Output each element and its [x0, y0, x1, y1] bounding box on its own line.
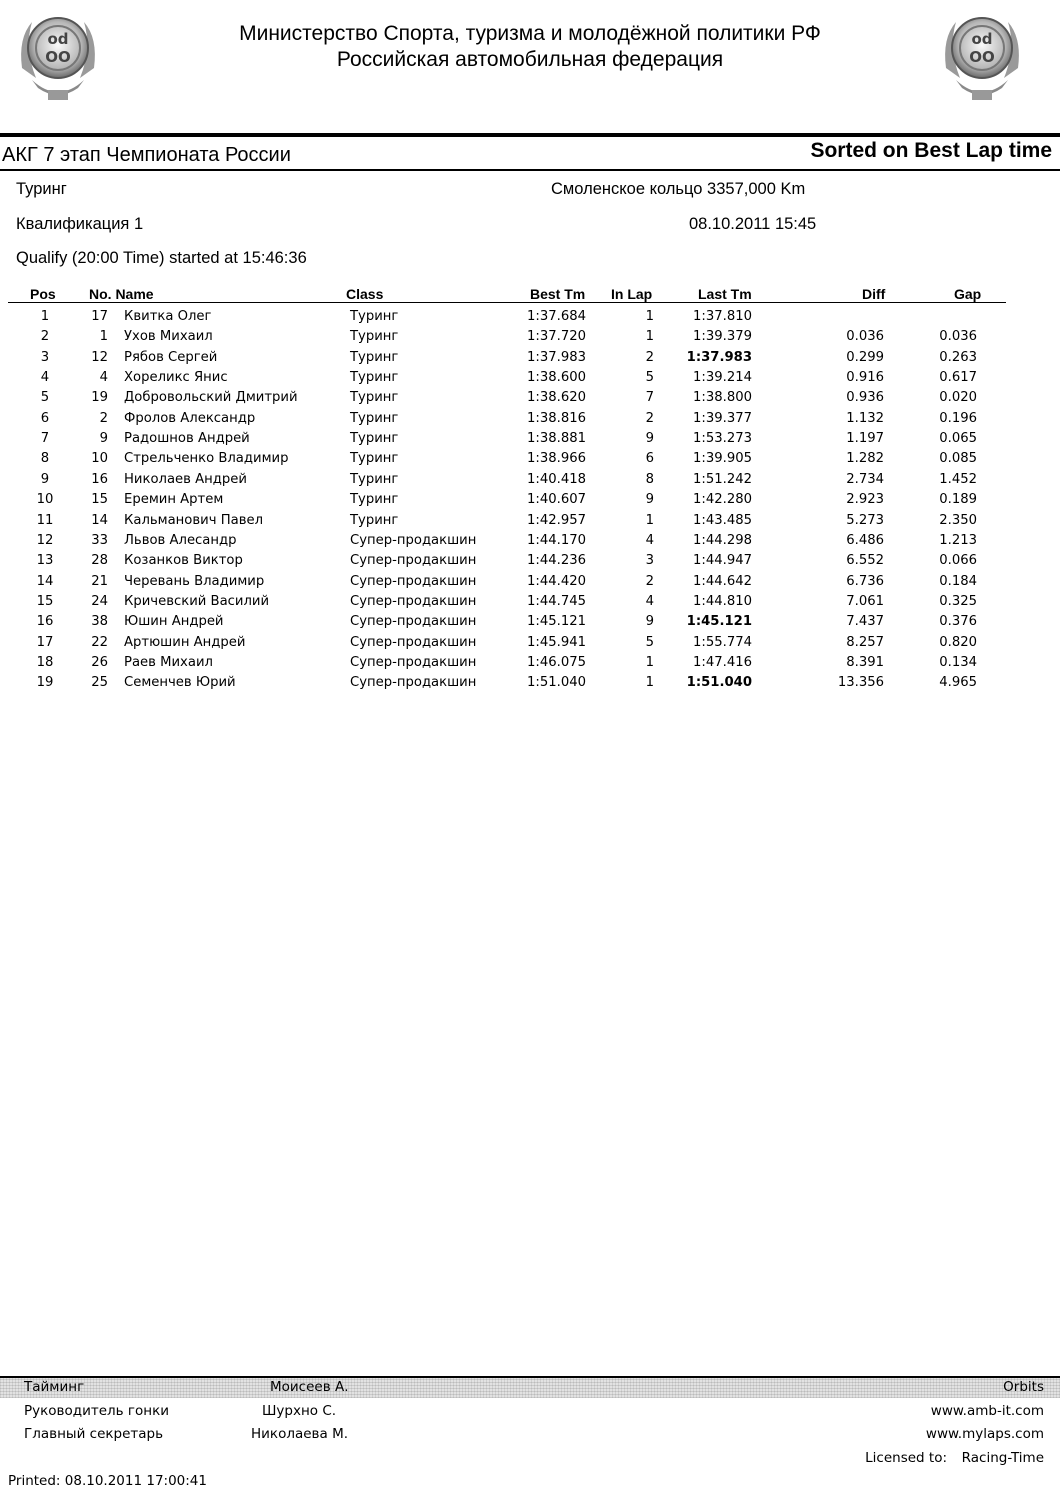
cell-driver-name: Хореликс Янис: [124, 370, 228, 386]
cell-last-time: 1:37.983: [686, 349, 752, 365]
cell-driver-name: Львов Алесандр: [124, 532, 237, 548]
col-header-last: Last Tm: [698, 286, 752, 302]
cell-best-time: 1:37.720: [527, 329, 586, 345]
cell-number: 21: [91, 573, 108, 589]
svg-text:od: od: [47, 30, 69, 48]
cell-best-time: 1:44.420: [527, 573, 586, 589]
cell-driver-name: Еремин Артем: [124, 492, 224, 508]
cell-in-lap: 5: [645, 634, 654, 650]
cell-best-time: 1:38.881: [527, 431, 586, 447]
cell-class: Туринг: [350, 471, 399, 487]
secretary-name: Николаева М.: [251, 1426, 349, 1442]
svg-text:OO: OO: [45, 48, 71, 66]
cell-pos: 3: [40, 349, 50, 365]
cell-gap: 0.184: [939, 573, 977, 589]
cell-last-time: 1:51.040: [686, 675, 752, 691]
cell-class: Туринг: [350, 390, 399, 406]
licensed-to: Racing-Time: [961, 1450, 1044, 1466]
table-row: [0, 513, 1060, 533]
cell-gap: 4.965: [939, 675, 977, 691]
cell-class: Супер-продакшин: [350, 634, 477, 650]
footer-band: [0, 1376, 1060, 1398]
cell-pos: 1: [40, 309, 50, 324]
event-title: АКГ 7 этап Чемпионата России: [2, 144, 291, 166]
cell-number: 19: [91, 390, 108, 406]
table-row: [0, 553, 1060, 573]
cell-last-time: 1:39.379: [693, 329, 752, 345]
table-row: [0, 411, 1060, 431]
cell-driver-name: Николаев Андрей: [124, 471, 247, 487]
cell-best-time: 1:44.745: [527, 593, 586, 609]
cell-diff: 5.273: [846, 512, 884, 528]
cell-class: Супер-продакшин: [350, 614, 477, 630]
cell-last-time: 1:37.810: [693, 309, 752, 324]
header-underline: [8, 302, 1006, 303]
cell-diff: 1.197: [846, 431, 884, 447]
table-row: [0, 635, 1060, 655]
cell-class: Супер-продакшин: [350, 532, 477, 548]
cell-number: 12: [91, 349, 108, 365]
cell-best-time: 1:44.170: [527, 532, 586, 548]
cell-best-time: 1:44.236: [527, 553, 586, 569]
cell-pos: 4: [40, 370, 50, 386]
cell-class: Туринг: [350, 451, 399, 467]
cell-driver-name: Фролов Александр: [124, 410, 256, 426]
licensed-label: Licensed to:: [865, 1450, 947, 1466]
table-row: [0, 350, 1060, 370]
cell-number: 24: [91, 593, 108, 609]
cell-driver-name: Радошнов Андрей: [124, 431, 250, 447]
cell-diff: 2.923: [846, 492, 884, 508]
cell-pos: 19: [36, 675, 54, 691]
cell-diff: 0.299: [846, 349, 884, 365]
table-row: [0, 574, 1060, 594]
cell-driver-name: Ухов Михаил: [124, 329, 213, 345]
cell-gap: 0.085: [939, 451, 977, 467]
cell-class: Туринг: [350, 329, 399, 345]
svg-text:od: od: [971, 30, 993, 48]
cell-class: Супер-продакшин: [350, 593, 477, 609]
cell-driver-name: Квитка Олег: [124, 309, 212, 324]
col-header-inlap: In Lap: [611, 286, 653, 302]
cell-pos: 2: [40, 329, 50, 345]
cell-number: 9: [99, 431, 108, 447]
cell-diff: 8.257: [846, 634, 884, 650]
cell-in-lap: 2: [645, 410, 654, 426]
amb-link[interactable]: www.amb-it.com: [930, 1403, 1044, 1419]
cell-in-lap: 6: [645, 451, 654, 467]
cell-last-time: 1:38.800: [693, 390, 752, 406]
table-row: [0, 533, 1060, 553]
col-header-gap: Gap: [954, 286, 982, 302]
cell-gap: 0.263: [939, 349, 977, 365]
cell-last-time: 1:39.214: [693, 370, 752, 386]
cell-gap: 0.189: [939, 492, 977, 508]
table-row: [0, 472, 1060, 492]
col-header-diff: Diff: [862, 286, 886, 302]
cell-pos: 9: [40, 471, 50, 487]
cell-best-time: 1:38.966: [527, 451, 586, 467]
cell-class: Супер-продакшин: [350, 573, 477, 589]
cell-class: Супер-продакшин: [350, 553, 477, 569]
cell-class: Супер-продакшин: [350, 675, 477, 691]
director-name: Шурхно С.: [262, 1403, 337, 1419]
cell-last-time: 1:44.642: [693, 573, 752, 589]
orbits-label: Orbits: [1003, 1379, 1044, 1395]
cell-in-lap: 1: [645, 309, 654, 324]
table-row: [0, 451, 1060, 471]
cell-pos: 13: [36, 553, 54, 569]
cell-in-lap: 8: [645, 471, 654, 487]
cell-pos: 11: [36, 512, 54, 528]
timing-label: Тайминг: [24, 1379, 85, 1395]
cell-last-time: 1:39.377: [693, 410, 752, 426]
cell-last-time: 1:42.280: [693, 492, 752, 508]
cell-gap: 0.617: [939, 370, 977, 386]
cell-gap: 0.376: [939, 614, 977, 630]
cell-gap: 0.036: [939, 329, 977, 345]
cell-in-lap: 7: [645, 390, 654, 406]
cell-last-time: 1:47.416: [693, 654, 752, 670]
cell-driver-name: Черевань Владимир: [124, 573, 265, 589]
cell-in-lap: 9: [645, 614, 654, 630]
cell-best-time: 1:37.983: [527, 349, 586, 365]
table-row: [0, 329, 1060, 349]
cell-gap: 0.020: [939, 390, 977, 406]
cell-last-time: 1:51.242: [693, 471, 752, 487]
cell-driver-name: Кальманович Павел: [124, 512, 264, 528]
cell-best-time: 1:40.418: [527, 471, 586, 487]
cell-number: 14: [91, 512, 108, 528]
cell-diff: 13.356: [837, 675, 884, 691]
federation-name: Российская автомобильная федерация: [336, 48, 724, 71]
cell-best-time: 1:46.075: [527, 654, 586, 670]
cell-diff: 6.486: [846, 532, 884, 548]
cell-best-time: 1:38.600: [527, 370, 586, 386]
svg-text:OO: OO: [969, 48, 995, 66]
cell-class: Туринг: [350, 512, 399, 528]
cell-pos: 14: [36, 573, 54, 589]
cell-best-time: 1:45.941: [527, 634, 586, 650]
cell-diff: 1.282: [846, 451, 884, 467]
col-header-pos: Pos: [30, 286, 56, 302]
raf-emblem-icon: [14, 8, 102, 104]
cell-in-lap: 1: [645, 654, 654, 670]
cell-class: Туринг: [350, 309, 399, 324]
cell-number: 33: [91, 532, 108, 548]
cell-last-time: 1:44.947: [693, 553, 752, 569]
cell-last-time: 1:44.810: [693, 593, 752, 609]
table-row: [0, 390, 1060, 410]
session-datetime: 08.10.2011 15:45: [689, 215, 817, 233]
sort-label: Sorted on Best Lap time: [810, 139, 1052, 162]
race-class: Туринг: [16, 180, 67, 198]
cell-class: Туринг: [350, 492, 399, 508]
cell-gap: 0.065: [939, 431, 977, 447]
cell-number: 15: [91, 492, 108, 508]
col-header-no-name: No. Name: [89, 286, 154, 302]
cell-in-lap: 1: [645, 512, 654, 528]
cell-driver-name: Раев Михаил: [124, 654, 213, 670]
cell-pos: 17: [36, 634, 54, 650]
cell-last-time: 1:39.905: [693, 451, 752, 467]
cell-number: 26: [91, 654, 108, 670]
cell-driver-name: Козанков Виктор: [124, 553, 243, 569]
cell-pos: 8: [40, 451, 50, 467]
cell-diff: 8.391: [846, 654, 884, 670]
cell-last-time: 1:43.485: [693, 512, 752, 528]
table-row: [0, 309, 1060, 329]
table-row: [0, 655, 1060, 675]
cell-in-lap: 9: [645, 492, 654, 508]
cell-number: 4: [99, 370, 108, 386]
printed-timestamp: Printed: 08.10.2011 17:00:41: [8, 1473, 207, 1489]
col-header-best: Best Tm: [530, 286, 586, 302]
cell-diff: 1.132: [846, 410, 884, 426]
cell-diff: 7.437: [846, 614, 884, 630]
cell-best-time: 1:45.121: [527, 614, 586, 630]
mylaps-link[interactable]: www.mylaps.com: [925, 1426, 1044, 1442]
cell-best-time: 1:51.040: [527, 675, 586, 691]
cell-in-lap: 2: [645, 573, 654, 589]
cell-in-lap: 9: [645, 431, 654, 447]
cell-gap: 0.134: [939, 654, 977, 670]
cell-pos: 12: [36, 532, 54, 548]
title-divider: [0, 169, 1060, 171]
cell-last-time: 1:45.121: [686, 614, 752, 630]
cell-number: 10: [91, 451, 108, 467]
track-info: Смоленское кольцо 3357,000 Km: [551, 180, 806, 198]
cell-best-time: 1:37.684: [527, 309, 586, 324]
table-row: [0, 594, 1060, 614]
cell-driver-name: Стрельченко Владимир: [124, 451, 289, 467]
cell-diff: 0.936: [846, 390, 884, 406]
cell-number: 16: [91, 471, 108, 487]
cell-diff: 6.736: [846, 573, 884, 589]
cell-last-time: 1:44.298: [693, 532, 752, 548]
cell-pos: 16: [36, 614, 54, 630]
raf-emblem-icon: [938, 8, 1026, 104]
cell-number: 2: [99, 410, 108, 426]
cell-number: 28: [91, 553, 108, 569]
cell-number: 22: [91, 634, 108, 650]
cell-in-lap: 1: [645, 329, 654, 345]
cell-driver-name: Добровольский Дмитрий: [124, 390, 298, 406]
cell-best-time: 1:38.816: [527, 410, 586, 426]
director-label: Руководитель гонки: [24, 1403, 170, 1419]
qualify-info: Qualify (20:00 Time) started at 15:46:36: [16, 249, 307, 267]
cell-gap: 2.350: [939, 512, 977, 528]
cell-gap: 0.325: [939, 593, 977, 609]
cell-diff: 7.061: [846, 593, 884, 609]
cell-driver-name: Рябов Сергей: [124, 349, 218, 365]
cell-class: Туринг: [350, 349, 399, 365]
timing-name: Моисеев А.: [270, 1379, 349, 1395]
table-row: [0, 431, 1060, 451]
cell-in-lap: 3: [645, 553, 654, 569]
secretary-label: Главный секретарь: [24, 1426, 164, 1442]
cell-number: 38: [91, 614, 108, 630]
cell-number: 25: [91, 675, 108, 691]
cell-diff: 6.552: [846, 553, 884, 569]
cell-last-time: 1:55.774: [693, 634, 752, 650]
cell-pos: 7: [40, 431, 50, 447]
cell-class: Туринг: [350, 370, 399, 386]
table-row: [0, 370, 1060, 390]
cell-last-time: 1:53.273: [693, 431, 752, 447]
cell-number: 17: [91, 309, 108, 324]
cell-driver-name: Кричевский Василий: [124, 593, 270, 609]
cell-gap: 1.452: [939, 471, 977, 487]
cell-best-time: 1:40.607: [527, 492, 586, 508]
organization-name: Министерство Спорта, туризма и молодёжной политики РФ: [239, 22, 821, 45]
cell-diff: 0.036: [846, 329, 884, 345]
cell-in-lap: 2: [645, 349, 654, 365]
cell-in-lap: 4: [645, 593, 654, 609]
cell-pos: 10: [36, 492, 54, 508]
cell-diff: 2.734: [846, 471, 884, 487]
cell-gap: 0.820: [939, 634, 977, 650]
header-divider: [0, 133, 1060, 137]
cell-number: 1: [99, 329, 108, 345]
table-row: [0, 492, 1060, 512]
cell-driver-name: Семенчев Юрий: [124, 675, 236, 691]
cell-diff: 0.916: [846, 370, 884, 386]
session-name: Квалификация 1: [16, 215, 144, 233]
table-row: [0, 675, 1060, 695]
cell-best-time: 1:38.620: [527, 390, 586, 406]
cell-best-time: 1:42.957: [527, 512, 586, 528]
cell-gap: 1.213: [939, 532, 977, 548]
cell-pos: 15: [36, 593, 54, 609]
cell-class: Туринг: [350, 410, 399, 426]
col-header-class: Class: [346, 286, 384, 302]
cell-gap: 0.066: [939, 553, 977, 569]
cell-in-lap: 4: [645, 532, 654, 548]
cell-driver-name: Юшин Андрей: [124, 614, 224, 630]
cell-driver-name: Артюшин Андрей: [124, 634, 246, 650]
cell-class: Супер-продакшин: [350, 654, 477, 670]
cell-pos: 5: [40, 390, 50, 406]
cell-in-lap: 1: [645, 675, 654, 691]
cell-in-lap: 5: [645, 370, 654, 386]
table-row: [0, 614, 1060, 634]
cell-class: Туринг: [350, 431, 399, 447]
cell-gap: 0.196: [939, 410, 977, 426]
cell-pos: 6: [40, 410, 50, 426]
cell-pos: 18: [36, 654, 54, 670]
